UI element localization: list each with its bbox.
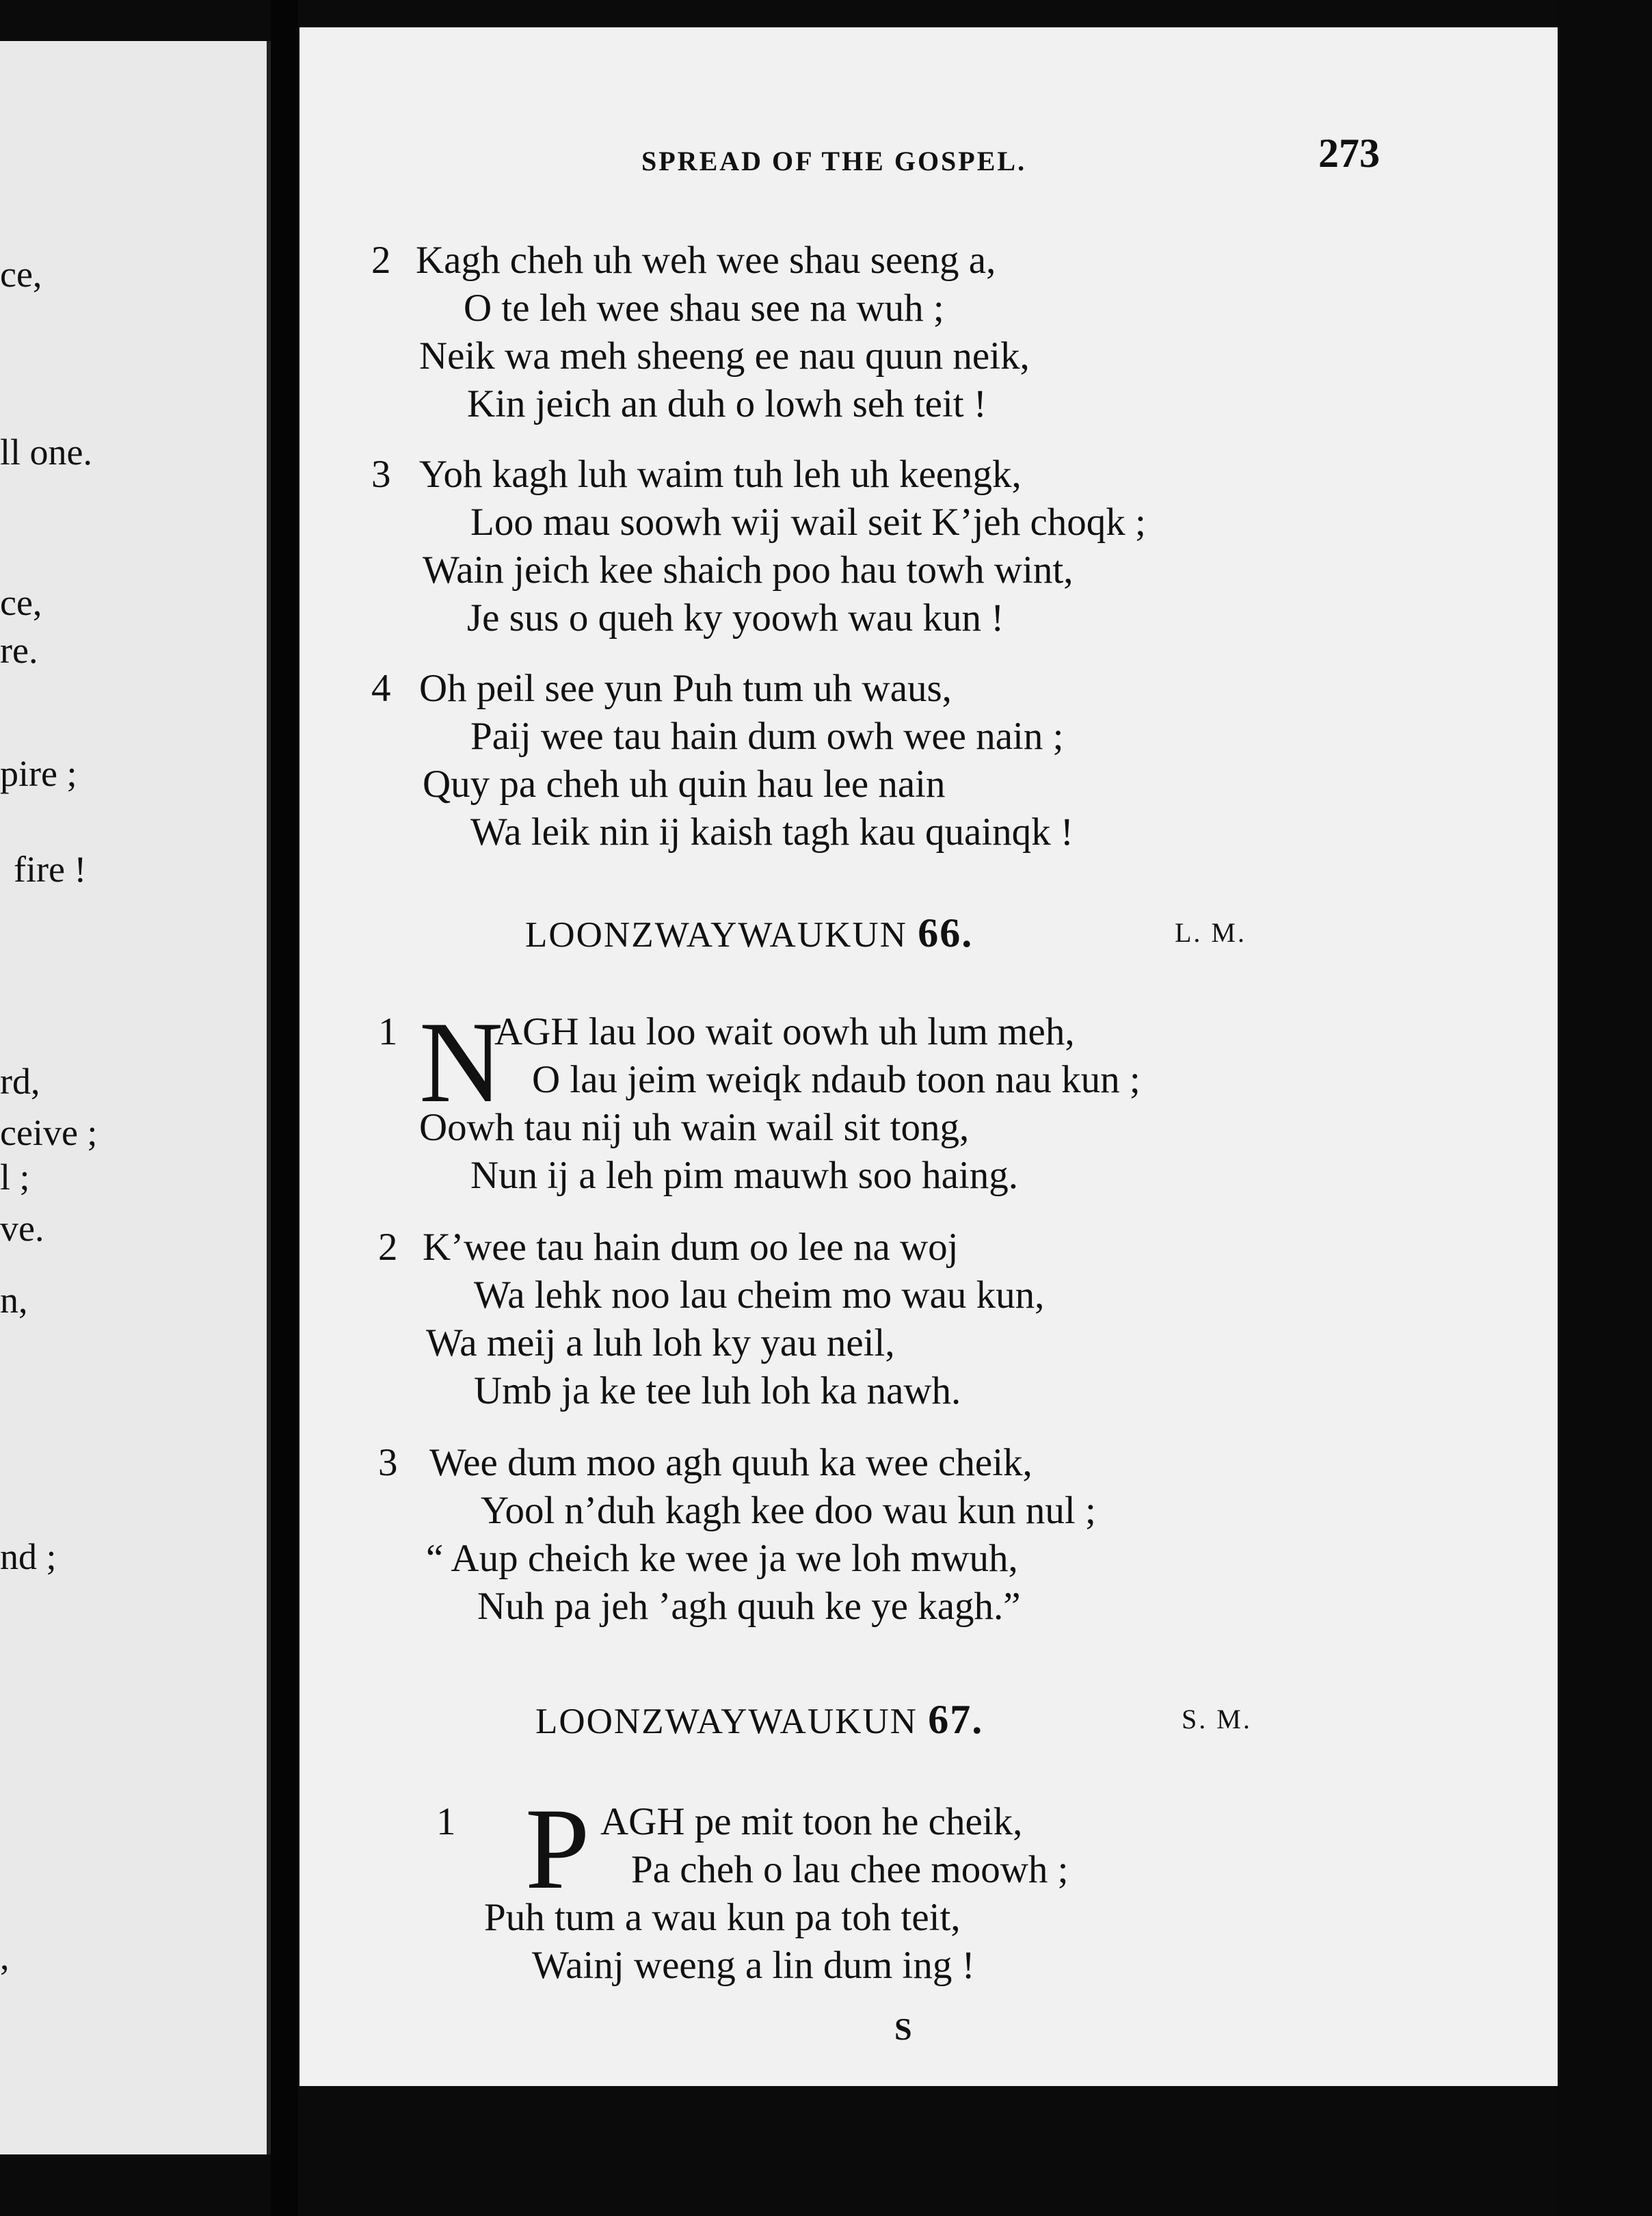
verse-line: Oowh tau nij uh wain wail sit tong, (419, 1106, 970, 1149)
verse-line: Nun ij a leh pim mauwh soo haing. (470, 1154, 1019, 1197)
left-text-fragment: l ; (0, 1157, 30, 1198)
verse-line: Wainj weeng a lin dum ing ! (532, 1944, 975, 1987)
signature-mark: S (894, 2011, 912, 2046)
hymn-number: 66. (918, 910, 974, 955)
verse-number: 2 (371, 239, 391, 282)
verse-line: Paij wee tau hain dum owh wee nain ; (470, 715, 1064, 758)
verse-line: Nuh pa jeh ’agh quuh ke ye kagh.” (477, 1585, 1021, 1628)
left-text-fragment: pire ; (0, 753, 77, 794)
verse-line: Wa leik nin ij kaish tagh kau quainqk ! (470, 810, 1074, 854)
verse-number: 3 (378, 1441, 398, 1484)
left-text-fragment: fire ! (14, 849, 87, 890)
left-text-fragment: ce, (0, 582, 42, 623)
left-text-fragment: n, (0, 1280, 28, 1321)
left-text-fragment: nd ; (0, 1536, 57, 1577)
running-head: SPREAD OF THE GOSPEL. (641, 146, 1027, 176)
left-text-fragment: ce, (0, 254, 42, 295)
verse-number: 2 (378, 1226, 398, 1269)
verse-line: Pa cheh o lau chee moowh ; (631, 1848, 1069, 1891)
hymn-title-text: LOONZWAYWAUKUN (525, 915, 907, 955)
verse-number: 3 (371, 453, 391, 496)
book-gutter (271, 0, 298, 2216)
verse-number: 1 (378, 1010, 398, 1053)
verse-line: Yool n’duh kagh kee doo wau kun nul ; (481, 1489, 1096, 1532)
drop-cap: P (525, 1784, 590, 1913)
verse-line: Wee dum moo agh quuh ka wee cheik, (429, 1441, 1032, 1484)
verse-number: 1 (436, 1800, 456, 1843)
left-text-fragment: ll one. (0, 432, 92, 473)
verse-line: Je sus o queh ky yoowh wau kun ! (467, 596, 1004, 639)
verse-line: O lau jeim weiqk ndaub toon nau kun ; (532, 1058, 1141, 1101)
left-text-fragment: re. (0, 630, 38, 671)
left-text-fragment: , (0, 1936, 10, 1977)
verse-line: Kin jeich an duh o lowh seh teit ! (467, 382, 987, 425)
verse-line: Loo mau soowh wij wail seit K’jeh choqk ; (470, 501, 1146, 544)
verse-line: K’wee tau hain dum oo lee na woj (423, 1226, 959, 1269)
verse-number: 4 (371, 667, 391, 710)
verse-line: Wa lehk noo lau cheim mo wau kun, (474, 1274, 1045, 1317)
hymn-meter: S. M. (1182, 1704, 1252, 1734)
book-page (299, 27, 1558, 2086)
verse-line: AGH lau loo wait oowh uh lum meh, (494, 1010, 1075, 1053)
left-text-fragment: ceive ; (0, 1112, 98, 1153)
verse-line: O te leh wee shau see na wuh ; (464, 287, 944, 330)
verse-line: AGH pe mit toon he cheik, (600, 1800, 1023, 1843)
hymn-number: 67. (928, 1697, 984, 1742)
verse-line: Yoh kagh luh waim tuh leh uh keengk, (419, 453, 1022, 496)
hymn-meter: L. M. (1175, 917, 1247, 948)
verse-line: Quy pa cheh uh quin hau lee nain (423, 763, 946, 806)
scan-border (1558, 0, 1652, 2216)
verse-line: Kagh cheh uh weh wee shau seeng a, (416, 239, 996, 282)
verse-line: Wa meij a luh loh ky yau neil, (426, 1321, 895, 1364)
verse-line: Oh peil see yun Puh tum uh waus, (419, 667, 952, 710)
verse-line: Puh tum a wau kun pa toh teit, (484, 1896, 961, 1939)
left-text-fragment: rd, (0, 1061, 40, 1102)
verse-line: Neik wa meh sheeng ee nau quun neik, (419, 334, 1030, 378)
hymn-title-text: LOONZWAYWAUKUN (535, 1702, 918, 1741)
drop-cap: N (419, 998, 503, 1126)
left-text-fragment: ve. (0, 1208, 44, 1249)
verse-line: Umb ja ke tee luh loh ka nawh. (474, 1369, 961, 1412)
verse-line: Wain jeich kee shaich poo hau towh wint, (423, 549, 1074, 592)
hymn-title (525, 910, 973, 957)
page-number: 273 (1318, 131, 1380, 176)
left-page-fragment (0, 41, 271, 2154)
hymn-title (535, 1696, 983, 1743)
verse-line: “ Aup cheich ke wee ja we loh mwuh, (426, 1537, 1018, 1580)
